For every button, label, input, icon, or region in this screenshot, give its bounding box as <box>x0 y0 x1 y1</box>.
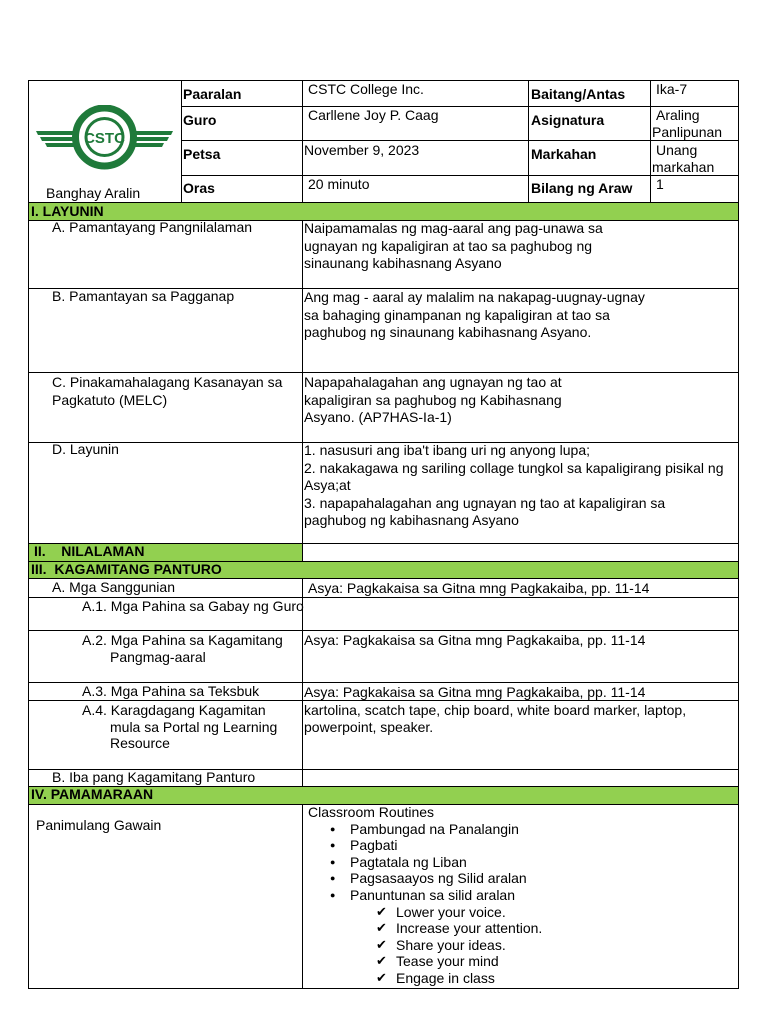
routine-item: ● Pambungad na Panalangin <box>308 821 728 838</box>
rule-item: ✔ Tease your mind <box>308 953 728 970</box>
section-pamamaraan-title: IV. PAMAMARAAN <box>31 786 154 802</box>
objective-item: 3. napapahalagahan ang ugnayan ng tao at kapaligiran sa paghubog ng kabihasnang Asyano <box>304 494 666 528</box>
kagamitan-value-cell <box>302 769 739 787</box>
routines-list <box>308 821 728 904</box>
opening-activity-label: Panimulang Gawain <box>36 817 162 833</box>
school-seal-icon <box>32 105 177 170</box>
routines-title: Classroom Routines <box>308 804 435 820</box>
performance-standard-label: B. Pamantayan sa Pagganap <box>52 288 235 304</box>
school-label: Paaralan <box>183 86 242 102</box>
references-value: Asya: Pagkakaisa sa Gitna mng Pagkakaiba, pp. 11-14 <box>308 580 650 596</box>
school-value: CSTC College Inc. <box>308 81 424 97</box>
days-label: Bilang ng Araw <box>531 180 633 196</box>
performance-standard-value: Ang mag - aaral ay malalim na nakapag-uugnay-ugnay sa bahaging ginampanan ng kapaligiran at tao sa paghubog ng sinaunang kabihasnang Asyano. <box>304 289 645 340</box>
content-standard-value: Naipamamalas ng mag-aaral ang pag-unawa sa ugnayan ng kapaligiran at tao sa paghubog ng sinaunang kabihasnang Asyano <box>304 220 603 271</box>
classroom-rules-list <box>308 904 728 987</box>
routine-item: ● Pagtatala ng Liban <box>308 854 728 871</box>
objective-item: 1. nasusuri ang iba't ibang uri ng anyong lupa; <box>304 442 590 458</box>
objective-item: 2. nakakagawa ng sariling collage tungkol sa kapaligirang pisikal ng Asya;at <box>304 459 724 493</box>
rule-item: ✔ Lower your voice. <box>308 904 728 921</box>
subject-label: Asignatura <box>531 112 605 128</box>
grade-value: Ika-7 <box>656 81 688 97</box>
school-logo <box>32 105 177 170</box>
textbook-label: A.3. Mga Pahina sa Teksbuk <box>82 683 260 699</box>
section-nilalaman-title: II. NILALAMAN <box>34 543 145 559</box>
rule-item: ✔ Share your ideas. <box>308 937 728 954</box>
textbook-value: Asya: Pagkakaisa sa Gitna mng Pagkakaiba, pp. 11-14 <box>304 684 646 700</box>
days-value: 1 <box>656 176 664 192</box>
rule-item: ✔ Engage in class <box>308 970 728 987</box>
references-label: A. Mga Sanggunian <box>52 579 175 595</box>
other-materials-label: B. Iba pang Kagamitang Panturo <box>52 769 256 785</box>
portal-resources-value: kartolina, scatch tape, chip board, white board marker, laptop, powerpoint, speaker. <box>304 702 687 735</box>
content-standard-label: A. Pamantayang Pangnilalaman <box>52 219 253 235</box>
grade-label: Baitang/Antas <box>531 86 626 102</box>
routine-item: ● Pagbati <box>308 837 728 854</box>
quarter-label: Markahan <box>531 146 597 162</box>
subject-value: Araling Panlipunan <box>652 107 723 140</box>
teacher-value: Carllene Joy P. Caag <box>308 107 439 123</box>
section-kagamitan-title: III. KAGAMITANG PANTURO <box>31 561 222 577</box>
lesson-plan-caption: Banghay Aralin <box>46 185 141 201</box>
time-label: Oras <box>183 180 215 196</box>
objectives-list <box>304 442 724 530</box>
learner-materials-value: Asya: Pagkakaisa sa Gitna mng Pagkakaiba, pp. 11-14 <box>304 632 646 648</box>
melc-value: Napapahalagahan ang ugnayan ng tao at kapaligiran sa paghubog ng Kabihasnang Asyano. (AP7HAS-Ia-1) <box>304 374 562 425</box>
section-layunin-title: I. LAYUNIN <box>31 203 104 219</box>
routine-item: ● Pagsasaayos ng Silid aralan <box>308 870 728 887</box>
quarter-value: Unang markahan <box>652 142 715 175</box>
portal-resources-label: A.4. Karagdagang Kagamitan mula sa Portal ng Learning Resource <box>82 702 278 751</box>
classroom-routines <box>308 804 728 987</box>
learner-materials-label: A.2. Mga Pahina sa Kagamitang Pangmag-aaral <box>82 632 283 665</box>
nilalaman-value-cell <box>302 543 739 562</box>
kagamitan-value-cell <box>302 597 739 631</box>
time-value: 20 minuto <box>308 176 370 192</box>
routine-item: ● Panuntunan sa silid aralan <box>308 887 728 904</box>
date-label: Petsa <box>183 146 221 162</box>
rule-item: ✔ Increase your attention. <box>308 920 728 937</box>
melc-label: C. Pinakamahalagang Kasanayan sa Pagkatuto (MELC) <box>52 374 283 408</box>
svg-text:CSTC: CSTC <box>84 130 125 147</box>
date-value: November 9, 2023 <box>304 142 420 158</box>
objectives-label: D. Layunin <box>52 441 119 457</box>
teacher-guide-label: A.1. Mga Pahina sa Gabay ng Guro <box>82 598 304 614</box>
teacher-label: Guro <box>183 112 217 128</box>
